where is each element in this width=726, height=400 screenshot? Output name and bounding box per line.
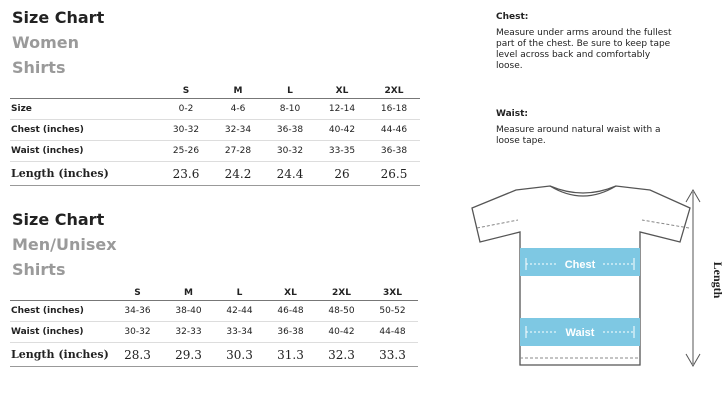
table-cell: 28.3 (112, 343, 163, 367)
table-cell: 4-6 (212, 99, 264, 120)
table-cell: 31.3 (265, 343, 316, 367)
table-cell: 44-48 (367, 322, 418, 343)
table-cell: 33-34 (214, 322, 265, 343)
table-row (10, 322, 418, 343)
waist-note-text: Measure around natural waist with a loose tape. (496, 125, 661, 146)
women-size-table (10, 84, 420, 186)
header-blank (10, 84, 160, 99)
table-row (10, 301, 418, 322)
table-cell: 29.3 (163, 343, 214, 367)
size-header: M (212, 84, 264, 99)
size-header: 3XL (367, 286, 418, 301)
table-cell: 36-38 (265, 322, 316, 343)
table-cell: 50-52 (367, 301, 418, 322)
table-cell: 12-14 (316, 99, 368, 120)
table-cell: 25-26 (160, 141, 212, 162)
size-header: 2XL (316, 286, 367, 301)
table-row (10, 343, 418, 367)
size-header: S (112, 286, 163, 301)
table-header-row (10, 84, 420, 99)
table-cell: 38-40 (163, 301, 214, 322)
table-cell: 32-33 (163, 322, 214, 343)
size-header: M (163, 286, 214, 301)
men-subtitle-group: Men/Unisex (12, 235, 117, 254)
chest-note-title: Chest: (496, 12, 529, 22)
table-cell: 33-35 (316, 141, 368, 162)
table-cell: 30.3 (214, 343, 265, 367)
table-cell: 24.2 (212, 162, 264, 186)
table-cell: 32-34 (212, 120, 264, 141)
table-cell: 40-42 (316, 120, 368, 141)
chest-note-text: Measure under arms around the fullest part of the chest. Be sure to keep tape level across back and comfortably loose. (496, 28, 672, 71)
row-label: Length (inches) (10, 162, 160, 186)
table-cell: 32.3 (316, 343, 367, 367)
women-title: Size Chart (12, 8, 105, 27)
table-cell: 26.5 (368, 162, 420, 186)
men-subtitle-category: Shirts (12, 260, 66, 279)
table-cell: 30-32 (112, 322, 163, 343)
women-subtitle-category: Shirts (12, 58, 66, 77)
table-cell: 48-50 (316, 301, 367, 322)
waist-label: Waist (565, 327, 595, 339)
size-header: XL (316, 84, 368, 99)
row-label: Waist (inches) (10, 322, 112, 343)
table-cell: 44-46 (368, 120, 420, 141)
table-row (10, 120, 420, 141)
table-cell: 27-28 (212, 141, 264, 162)
row-label: Waist (inches) (10, 141, 160, 162)
table-cell: 34-36 (112, 301, 163, 322)
table-row (10, 99, 420, 120)
size-header: XL (265, 286, 316, 301)
waist-note-title: Waist: (496, 109, 529, 119)
size-header: S (160, 84, 212, 99)
size-header: L (264, 84, 316, 99)
table-cell: 24.4 (264, 162, 316, 186)
header-blank (10, 286, 112, 301)
table-cell: 0-2 (160, 99, 212, 120)
table-row (10, 141, 420, 162)
table-cell: 23.6 (160, 162, 212, 186)
table-cell: 36-38 (264, 120, 316, 141)
table-row (10, 162, 420, 186)
table-cell: 30-32 (160, 120, 212, 141)
table-cell: 8-10 (264, 99, 316, 120)
row-label: Length (inches) (10, 343, 112, 367)
table-cell: 42-44 (214, 301, 265, 322)
table-header-row (10, 286, 418, 301)
men-size-table (10, 286, 418, 367)
table-cell: 40-42 (316, 322, 367, 343)
row-label: Chest (inches) (10, 120, 160, 141)
table-cell: 36-38 (368, 141, 420, 162)
row-label: Chest (inches) (10, 301, 112, 322)
table-cell: 16-18 (368, 99, 420, 120)
table-cell: 26 (316, 162, 368, 186)
table-cell: 30-32 (264, 141, 316, 162)
chest-label: Chest (564, 259, 596, 271)
table-cell: 46-48 (265, 301, 316, 322)
table-cell: 33.3 (367, 343, 418, 367)
men-title: Size Chart (12, 210, 105, 229)
length-label: Length (711, 261, 725, 299)
women-subtitle-group: Women (12, 33, 79, 52)
tshirt-diagram (468, 180, 723, 380)
size-header: 2XL (368, 84, 420, 99)
row-label: Size (10, 99, 160, 120)
size-header: L (214, 286, 265, 301)
